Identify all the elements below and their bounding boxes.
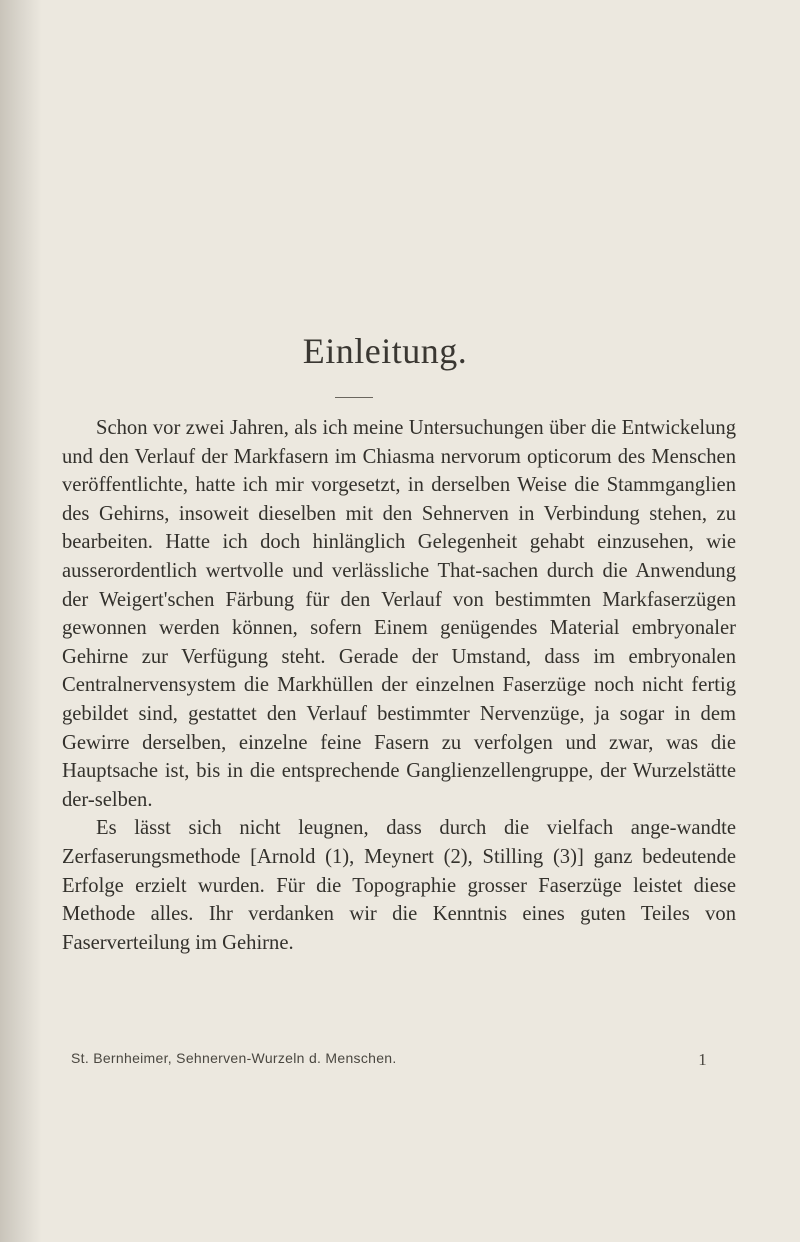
heading-rule bbox=[335, 397, 373, 398]
body-text bbox=[62, 414, 736, 957]
paragraph-1: Schon vor zwei Jahren, als ich meine Untersuchungen über die Entwickelung und den Verlauf der Markfasern im Chiasma nervorum opticorum des Menschen veröffentlichte, hatte ich mir vorgesetzt, in derselben Weise die Stammganglien des Gehirns, insoweit dieselben mit den Sehnerven in Verbindung stehen, zu bearbeiten. Hatte ich doch hinlänglich Gelegenheit gehabt einzusehen, wie ausserordentlich wertvolle und verlässliche That-sachen durch die Anwendung der Weigert'schen Färbung für den Verlauf von bestimmten Markfaserzügen gewonnen werden können, sofern Einem genügendes Material embryonaler Gehirne zur Verfügung steht. Gerade der Umstand, dass im embryonalen Centralnervensystem die Markhüllen der einzelnen Faserzüge noch nicht fertig gebildet sind, gestattet den Verlauf bestimmter Nervenzüge, ja sogar in dem Gewirre derselben, einzelne feine Fasern zu verfolgen und zwar, was die Hauptsache ist, bis in die entsprechende Ganglienzellengruppe, der Wurzelstätte der-selben. bbox=[62, 417, 736, 811]
chapter-heading: Einleitung. bbox=[302, 331, 468, 371]
page-footer bbox=[71, 1050, 707, 1070]
paragraph-2: Es lässt sich nicht leugnen, dass durch die vielfach ange-wandte Zerfaserungsmethode [Arnold (1), Meynert (2), Stilling (3)] ganz bedeutende Erfolge erzielt wurden. Für die Topographie grosser Faserzüge leistet diese Methode alles. Ihr verdanken wir die Kenntnis eines guten Teiles von Faserverteilung im Gehirne. bbox=[62, 817, 736, 954]
running-title: St. Bernheimer, Sehnerven-Wurzeln d. Menschen. bbox=[71, 1050, 397, 1066]
page-number: 1 bbox=[698, 1050, 707, 1069]
